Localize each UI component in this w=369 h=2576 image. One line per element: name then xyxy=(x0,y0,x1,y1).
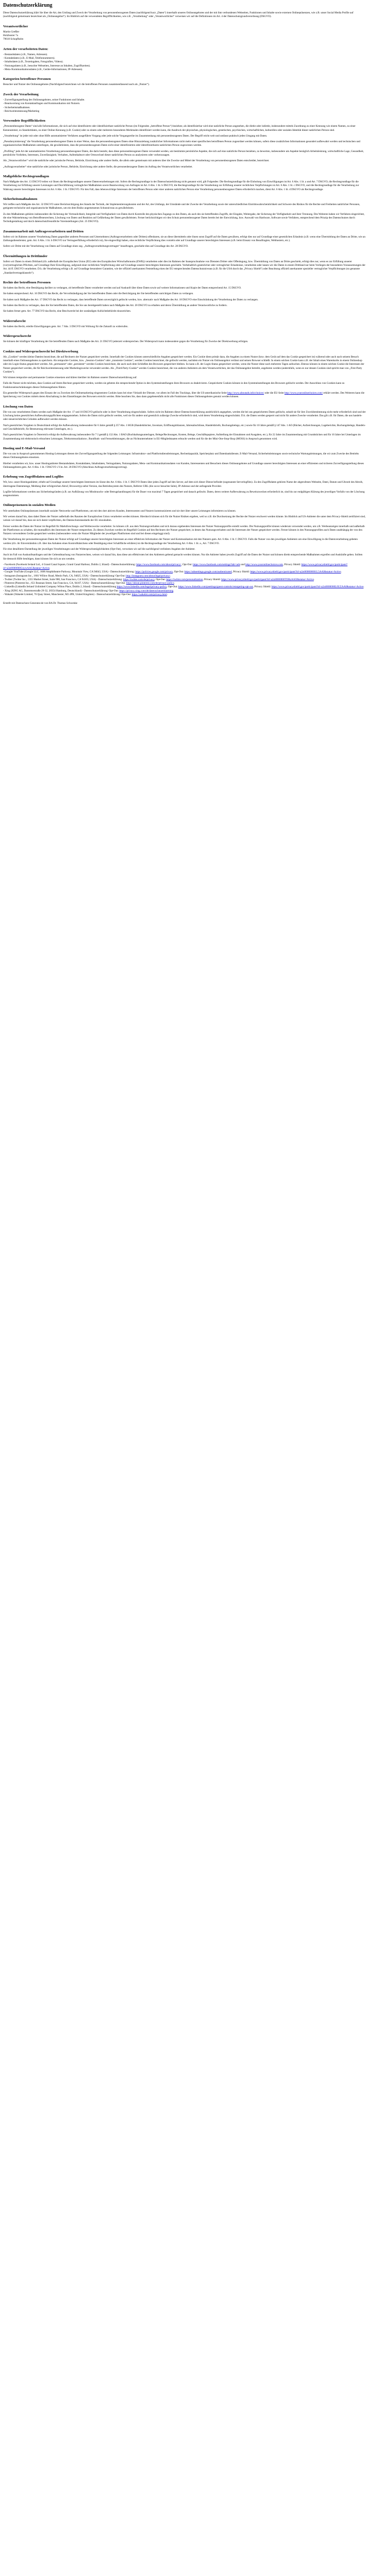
section-heading: Zweck der Verarbeitung xyxy=(3,92,39,96)
section-paragraph: Sie haben das Recht zu verlangen, dass die Sie betreffenden Daten, die Sie uns bereitgestellt haben nach Maßgabe des Art. 20 DSGVO zu erhalten und deren Übermittlung an andere Verantwortliche zu fordern. xyxy=(3,304,227,307)
section-lines xyxy=(3,98,366,113)
policy-section xyxy=(3,404,366,441)
external-link[interactable]: https://www.linkedin.com/legal/privacy-policy xyxy=(116,585,167,589)
section-line: - Sicherheitsmaßnahmen. xyxy=(3,106,30,109)
policy-section xyxy=(3,280,366,314)
external-link[interactable]: https://www.privacyshield.gov/participant?id=a2zt0000000GnywAAC&status=Active xyxy=(3,563,348,570)
section-heading: Kategorien betroffener Personen xyxy=(3,77,51,81)
section-paragraph: Wir, bzw. unser Hostinganbieter, erhebt auf Grundlage unserer berechtigten Interessen im Sinne des Art. 6 Abs. 1 lit. f. DSGVO Daten über jeden Zugriff auf den Server, auf dem sich dieser Dienst befindet (sogenannte Serverlogfiles). Zu den Zugriffsdaten gehören Name der abgerufenen Webseite, Datei, Datum und Uhrzeit des Abrufs, übertragene Datenmenge, Meldung über erfolgreichen Abruf, Browsertyp nebst Version, das Betriebssystem des Nutzers, Referrer URL (die zuvor besuchte Seite), IP-Adresse und der anfragende Provider. xyxy=(3,481,363,488)
section-lines xyxy=(3,30,366,42)
section-line: - Instagram (Instagram Inc., 1601 Willow Road, Menlo Park, CA, 94025, USA) - Datenschutzerklärung/ Opt-Out: http://instagram.com/about/legal/privacy/. xyxy=(3,574,171,578)
section-paragraph: „Auftragsverarbeiter“ eine natürliche oder juristische Person, Behörde, Einrichtung oder andere Stelle, die personenbezogene Daten im Auftrag des Verantwortlichen verarbeitet. xyxy=(3,165,193,168)
section-line: 79618 Schopfheim xyxy=(3,38,24,41)
policy-section xyxy=(3,92,366,113)
section-line: - Zurverfügungstellung des Onlineangebotes, seiner Funktionen und Inhalte. xyxy=(3,98,85,101)
external-link[interactable]: https://www.privacyshield.gov/participant?id=a2zt0000000L0UZAA0&status=Active xyxy=(271,585,364,589)
section-heading: Rechte der betroffenen Personen xyxy=(3,280,51,284)
section-heading: Widerrufsrecht xyxy=(3,319,26,323)
section-lines xyxy=(3,563,366,597)
policy-section xyxy=(3,319,366,329)
section-line: - Kontaktdaten (z.B., E-Mail, Telefonnummern). xyxy=(3,57,55,60)
external-link[interactable]: https://about.pinterest.com/de/privacy-policy xyxy=(126,582,174,585)
section-line: - Nutzungsdaten (z.B., besuchte Webseiten, Interesse an Inhalten, Zugriffszeiten). xyxy=(3,64,91,67)
section-line: - Reichweitenmessung/Marketing xyxy=(3,109,40,113)
generator-credit: Erstellt mit Datenschutz-Generator.de von RA Dr. Thomas Schwenke xyxy=(3,602,78,605)
section-paragraph: Besucher und Nutzer des Onlineangebotes (Nachfolgend bezeichnen wir die betroffenen Personen zusammenfassend auch als „Nutzer“). xyxy=(3,83,150,87)
section-line: - Wakalet (Wakelet Limited, 76 Quay Street, Manchester, M3 4PR, United Kingdom) - Datenschutzerklärung/ Opt-Out: https://wakelet.com/privacy.html. xyxy=(3,593,168,597)
external-link[interactable]: https://privacy.xing.com/de/datenschutzerklaerung xyxy=(119,589,174,592)
section-paragraph: Sie haben das Recht, erteilte Einwilligungen gem. Art. 7 Abs. 3 DSGVO mit Wirkung für die Zukunft zu widerrufen. xyxy=(3,325,128,328)
section-paragraph: „Verarbeitung“ ist jeder mit oder ohne Hilfe automatisierter Verfahren ausgeführte Vorgang oder jede solche Vorgangsreihe im Zusammenhang mit personenbezogenen Daten. Der Begriff reicht weit und umfasst praktisch jeden Umgang mit Daten. xyxy=(3,134,267,138)
external-link[interactable]: http://www.aboutads.info/choices/ xyxy=(227,392,264,395)
section-heading: Übermittlungen in Drittländer xyxy=(3,254,48,258)
section-paragraph: Nach Maßgabe des Art. 13 DSGVO teilen wir Ihnen die Rechtsgrundlagen unserer Datenverarbeitungen mit. Sofern die Rechtsgrundlage in der Datenschutzerklärung nicht genannt wird, gilt Folgendes: Die Rechtsgrundlage für die Einholung von Einwilligungen ist Art. 6 Abs. 1 lit. a und Art. 7 DSGVO, die Rechtsgrundlage für die Verarbeitung zur Erfüllung unserer Leistungen und Durchführung vertraglicher Maßnahmen sowie Beantwortung von Anfragen ist Art. 6 Abs. 1 lit. b DSGVO, die Rechtsgrundlage für die Verarbeitung zur Erfüllung unserer rechtlichen Verpflichtungen ist Art. 6 Abs. 1 lit. c DSGVO, und die Rechtsgrundlage für die Verarbeitung zur Wahrung unserer berechtigten Interessen ist Art. 6 Abs. 1 lit. f DSGVO. Für den Fall, dass lebenswichtige Interessen der betroffenen Person oder einer anderen natürlichen Person eine Verarbeitung personenbezogener Daten erforderlich machen, dient Art. 6 Abs. 1 lit. d DSGVO als Rechtsgrundlage. xyxy=(3,180,359,191)
external-link[interactable]: https://www.privacyshield.gov/participant?id=a2zt0000000TORzAAO&status=Active xyxy=(221,578,314,581)
policy-section xyxy=(3,474,366,498)
external-link[interactable]: https://adssettings.google.com/authenticated xyxy=(184,570,232,574)
external-link[interactable]: http://instagram.com/about/legal/privacy/ xyxy=(126,574,171,578)
intro-paragraph: Diese Datenschutzerklärung klärt Sie über die Art, den Umfang und Zweck der Verarbeitung von personenbezogenen Daten (nachfolgend kurz „Daten“) innerhalb unseres Onlineangebotes und der mit ihm verbundenen Webseiten, Funktionen und Inhalte sowie externen Onlinepräsenzen, wie z.B. unser Social Media Profile auf (nachfolgend gemeinsam bezeichnet als „Onlineangebot“). Im Hinblick auf die verwendeten Begrifflichkeiten, wie z.B. „Verarbeitung“ oder „Verantwortlicher“ verweisen wir auf die Definitionen im Art. 4 der Datenschutzgrundverordnung (DSGVO). xyxy=(3,11,354,19)
section-line: - Twitter (Twitter Inc., 1355 Market Street, Suite 900, San Francisco, CA 94103, USA) - Datenschutzerklärung: https://twitter.com/de/privacy, Opt-Out: https://twitter.com/personalization, Privacy Shield: https://www.privacyshield.gov/participant?id=a2zt0000000TORzAAO&status=Active. xyxy=(3,578,315,581)
section-paragraph: Sofern wir Dritte mit der Verarbeitung von Daten auf Grundlage eines sog. „Auftragsverarbeitungsvertrages“ beauftragen, geschieht dies auf Grundlage des Art. 28 DSGVO. xyxy=(3,245,189,248)
external-link[interactable]: https://www.facebook.com/settings?tab=ads xyxy=(193,563,240,566)
section-paragraph: Wir unterhalten Onlinepräsenzen innerhalb sozialer Netzwerke und Plattformen, um mit den dort aktiven Kunden, Interessenten und Nutzern kommunizieren und sie dort über unsere Leistungen informieren zu können. xyxy=(3,509,236,513)
section-heading: Maßgebliche Rechtsgrundlagen xyxy=(3,174,49,178)
policy-section xyxy=(3,349,366,399)
section-paragraph: Nach gesetzlichen Vorgaben in Deutschland erfolgt die Aufbewahrung insbesondere für 6 Jahre gemäß § 257 Abs. 1 HGB (Handelsbücher, Inventare, Eröffnungsbilanzen, Jahresabschlüsse, Handelsbriefe, Buchungsbelege, etc.) sowie für 10 Jahre gemäß § 147 Abs. 1 AO (Bücher, Aufzeichnungen, Lageberichte, Buchungsbelege, Handels- und Geschäftsbriefe, für Besteuerung relevante Unterlagen, etc.). xyxy=(3,423,366,431)
external-link[interactable]: https://twitter.com/personalization xyxy=(166,578,203,581)
policy-section xyxy=(3,503,366,597)
external-link[interactable]: https://policies.google.com/privacy xyxy=(135,570,173,574)
section-line: - Pinterest (Pinterest Inc., 651 Brannan Street, San Francisco, CA, 94107, USA) - Datenschutzerklärung/ Opt-Out: https://about.pinterest.com/de/privacy-policy. xyxy=(3,582,175,585)
external-link[interactable]: https://wakelet.com/privacy.html xyxy=(131,593,167,597)
section-paragraph: Sie haben entsprechend. Art. 16 DSGVO das Recht, die Vervollständigung der Sie betreffenden Daten oder die Berichtigung der Sie betreffenden unrichtigen Daten zu verlangen. xyxy=(3,292,194,296)
section-paragraph: Als „Cookies“ werden kleine Dateien bezeichnet, die auf Rechnern der Nutzer gespeichert werden. Innerhalb der Cookies können unterschiedliche Angaben gespeichert werden. Ein Cookie dient primär dazu, die Angaben zu einem Nutzer (bzw. dem Gerät auf dem das Cookie gespeichert ist) während oder auch nach seinem Besuch innerhalb eines Onlineangebotes zu speichern. Als temporäre Cookies, bzw. „Session-Cookies“ oder „transiente Cookies“, werden Cookies bezeichnet, die gelöscht werden, nachdem ein Nutzer ein Onlineangebot verlässt und seinen Browser schließt. In einem solchen Cookie kann z.B. der Inhalt eines Warenkorbs in einem Onlineshop oder ein Login-Status gespeichert werden. Als „permanent“ oder „persistent“ werden Cookies bezeichnet, die auch nach dem Schließen des Browsers gespeichert bleiben. So kann z.B. der Login-Status gespeichert werden, wenn die Nutzer diese nach mehreren Tagen aufsuchen. Ebenso können in einem solchen Cookie die Interessen der Nutzer gespeichert werden, die für Reichweitenmessung oder Marketingzwecke verwendet werden. Als „Third-Party-Cookie“ werden Cookies bezeichnet, die von anderen Anbietern als dem Verantwortlichen, der das Onlineangebot betreibt, angeboten werden (andernfalls, wenn es nur dessen Cookies sind spricht man von „First-Party Cookies“). xyxy=(3,355,364,374)
section-heading: Verantwortlicher xyxy=(3,24,28,28)
section-paragraph: Sofern wir Daten in einem Drittland (d.h. außerhalb der Europäischen Union (EU) oder des Europäischen Wirtschaftsraums (EWR)) verarbeiten oder dies im Rahmen der Inanspruchnahme von Diensten Dritter oder Offenlegung, bzw. Übermittlung von Daten an Dritte geschieht, erfolgt dies nur, wenn es zur Erfüllung unserer (vor)vertraglichen Pflichten, auf Grundlage Ihrer Einwilligung, aufgrund einer rechtlichen Verpflichtung oder auf Grundlage unserer berechtigten Interessen geschieht. Vorbehaltlich gesetzlicher oder vertraglicher Erlaubnisse, verarbeiten oder lassen wir die Daten in einem Drittland nur beim Vorliegen der besonderen Voraussetzungen der Art. 44 ff. DSGVO verarbeiten. D.h. die Verarbeitung erfolgt z.B. auf Grundlage besonderer Garantien, wie der offiziell anerkannten Feststellung eines der EU entsprechenden Datenschutzniveaus (z.B. für die USA durch das „Privacy Shield“) oder Beachtung offiziell anerkannter spezieller vertraglicher Verpflichtungen (so genannte „Standardvertragsklauseln“). xyxy=(3,260,365,275)
section-paragraph: Ein genereller Widerspruch gegen den Einsatz der zu Zwecken des Onlinemarketing eingesetzten Cookies kann bei einer Vielzahl der Dienste, vor allem im Fall des Trackings, über die US-amerikanische Seite http://www.aboutads.info/choices/ oder die EU-Seite http://www.youronlinechoices.com/ erklärt werden. Des Weiteren kann die Speicherung von Cookies mittels deren Abschaltung in den Einstellungen des Browsers erreicht werden. Bitte beachten Sie, dass dann gegebenenfalls nicht alle Funktionen dieses Onlineangebotes genutzt werden können. xyxy=(3,392,365,399)
section-heading: Arten der verarbeiteten Daten: xyxy=(3,47,48,51)
section-paragraph: Hierbei verarbeiten wir, bzw. unser Hostinganbieter Bestandsdaten, Kontaktdaten, Inhaltsdaten, Vertragsdaten, Nutzungsdaten, Meta- und Kommunikationsdaten von Kunden, Interessenten und Besuchern dieses Onlineangebotes auf Grundlage unserer berechtigten Interessen an einer effizienten und sicheren Zurverfügungstellung dieses Onlineangebotes gem. Art. 6 Abs. 1 lit. f DSGVO i.V.m. Art. 28 DSGVO (Abschluss Auftragsverarbeitungsvertrag). xyxy=(3,462,364,469)
section-paragraph: Auch im Fall von Auskunftsanfragen und der Geltendmachung von Nutzerrechten, weisen wir darauf hin, dass diese am effektivsten bei den Anbietern geltend gemacht werden können. Nur die Anbieter haben jeweils Zugriff auf die Daten der Nutzer und können direkt entsprechende Maßnahmen ergreifen und Auskünfte geben. Sollten Sie dennoch Hilfe benötigen, dann können Sie sich an uns wenden. xyxy=(3,553,363,561)
external-link[interactable]: https://www.privacyshield.gov/participant?id=a2zt000000001L5AAI&status=Active xyxy=(250,570,341,574)
section-line: - Meta-/Kommunikationsdaten (z.B., Geräte-Informationen, IP-Adressen). xyxy=(3,67,83,71)
section-heading: Cookies und Widerspruchsrecht bei Direktwerbung xyxy=(3,349,78,353)
policy-section xyxy=(3,197,366,224)
section-heading: Onlinepräsenzen in sozialen Medien xyxy=(3,503,56,507)
section-paragraph: „Pseudonymisierung“ die Verarbeitung personenbezogener Daten in einer Weise, dass die personenbezogenen Daten ohne Hinzuziehung zusätzlicher Informationen nicht mehr einer spezifischen betroffenen Person zugeordnet werden können, sofern diese zusätzlichen Informationen gesondert aufbewahrt werden und technischen und organisatorischen Maßnahmen unterliegen, die gewährleisten, dass die personenbezogenen Daten nicht einer identifizierten oder identifizierbaren natürlichen Person zugewiesen werden. xyxy=(3,140,361,147)
section-paragraph: Wir treffen nach Maßgabe des Art. 32 DSGVO unter Berücksichtigung des Stands der Technik, der Implementierungskosten und der Art, des Umfangs, der Umstände und der Zwecke der Verarbeitung sowie der unterschiedlichen Eintrittswahrscheinlichkeit und Schwere des Risikos für die Rechte und Freiheiten natürlicher Personen, geeignete technische und organisatorische Maßnahmen, um ein dem Risiko angemessenes Schutzniveau zu gewährleisten. xyxy=(3,203,360,210)
section-heading: Widerspruchsrecht xyxy=(3,334,31,338)
section-paragraph: Logfile-Informationen werden aus Sicherheitsgründen (z.B. zur Aufklärung von Missbrauchs- oder Betrugshandlungen) für die Dauer von maximal 7 Tagen gespeichert und danach gelöscht. Daten, deren weitere Aufbewahrung zu Beweiszwecken erforderlich ist, sind bis zur endgültigen Klärung des jeweiligen Vorfalls von der Löschung ausgenommen. xyxy=(3,490,365,498)
section-paragraph: Die Verarbeitung der personenbezogenen Daten der Nutzer erfolgt auf Grundlage unserer berechtigten Interessen an einer effektiven Information der Nutzer und Kommunikation mit den Nutzern gem. Art. 6 Abs. 1 lit. f. DSGVO. Falls die Nutzer von den jeweiligen Anbietern um eine Einwilligung in die Datenverarbeitung gebeten werden (d.h. ihr Einverständnis z.B. über das Anhaken eines Kontrollkästchens oder Bestätigung einer Schaltfläche erklären) ist die Rechtsgrundlage der Verarbeitung Art. 6 Abs. 1 lit. a., Art. 7 DSGVO. xyxy=(3,538,358,545)
section-paragraph: Falls die Nutzer nicht möchten, dass Cookies auf ihrem Rechner gespeichert werden, werden sie gebeten die entsprechende Option in den Systemeinstellungen ihres Browsers zu deaktivieren. Gespeicherte Cookies können in den Systemeinstellungen des Browsers gelöscht werden. Der Ausschluss von Cookies kann zu Funktionseinschränkungen dieses Onlineangebotes führen. xyxy=(3,382,345,389)
section-heading: Erhebung von Zugriffsdaten und Logfiles xyxy=(3,475,64,479)
policy-section xyxy=(3,24,366,42)
policy-section xyxy=(3,446,366,469)
section-paragraph: Zu den Maßnahmen gehören insbesondere die Sicherung der Vertraulichkeit, Integrität und Verfügbarkeit von Daten durch Kontrolle des physischen Zugangs zu den Daten, als auch des sie betreffenden Zugriffs, der Eingabe, Weitergabe, der Sicherung der Verfügbarkeit und ihrer Trennung. Des Weiteren haben wir Verfahren eingerichtet, die eine Wahrnehmung von Betroffenenrechten, Löschung von Daten und Reaktion auf Gefährdung der Daten gewährleisten. Ferner berücksichtigen wir den Schutz personenbezogener Daten bereits bei der Entwicklung, bzw. Auswahl von Hardware, Software sowie Verfahren, entsprechend dem Prinzip des Datenschutzes durch Technikgestaltung und durch datenschutzfreundliche Voreinstellungen (Art. 25 DSGVO). xyxy=(3,212,365,224)
section-line: Holzboster 7a xyxy=(3,34,18,38)
section-lines xyxy=(3,53,366,72)
policy-section xyxy=(3,47,366,72)
section-line: - Beantwortung von Kontaktanfragen und Kommunikation mit Nutzern. xyxy=(3,102,80,106)
section-paragraph: Nach gesetzlichen Vorgaben in Österreich erfolgt die Aufbewahrung insbesondere für 7 J gemäß § 132 Abs. 1 BAO (Buchhaltungsunterlagen, Belege/Rechnungen, Konten, Belege, Geschäftspapiere, Aufstellung der Einnahmen und Ausgaben, etc.), für 22 Jahre im Zusammenhang mit Grundstücken und für 10 Jahre bei Unterlagen im Zusammenhang mit elektronisch erbrachten Leistungen, Telekommunikations-, Rundfunk- und Fernsehleistungen, die an Nichtunternehmer in EU-Mitgliedstaaten erbracht werden und für die der Mini-One-Stop-Shop (MOSS) in Anspruch genommen wird. xyxy=(3,433,361,440)
policy-section xyxy=(3,174,366,192)
section-paragraph: Wir weisen darauf hin, dass dabei Daten der Nutzer außerhalb des Raumes der Europäischen Union verarbeitet werden können. Hierdurch können sich für die Nutzer Risiken ergeben, weil so z.B. die Durchsetzung der Rechte der Nutzer erschwert werden könnte. Im Hinblick auf US-Anbieter die unter dem Privacy-Shield zertifiziert sind, weisen wir darauf hin, dass sie sich damit verpflichten, die Datenschutzstandards der EU einzuhalten. xyxy=(3,515,366,522)
page-title: Datenschutzerklärung xyxy=(3,3,53,8)
policy-section xyxy=(3,229,366,249)
policy-section xyxy=(3,118,366,169)
section-heading: Sicherheitsmaßnahmen xyxy=(3,197,38,201)
section-paragraph: Die von uns in Anspruch genommenen Hosting-Leistungen dienen der Zurverfügungstellung der folgenden Leistungen: Infrastruktur- und Plattformdienstleistungen, Rechenkapazität, Speicherplatz und Datenbankdienste, E-Mail-Versand, Sicherheitsleistungen sowie technische Wartungsleistungen, die wir zum Zwecke des Betriebs dieses Onlineangebotes einsetzen. xyxy=(3,452,359,460)
external-link[interactable]: http://www.youronlinechoices.com xyxy=(245,563,283,566)
section-line: - Xing (XING AG, Dammtorstraße 29-32, 20354 Hamburg, Deutschland) - Datenschutzerklärung/ Opt-Out: https://privacy.xing.com/de/datenschutzerklaerung. xyxy=(3,589,174,592)
privacy-policy-page xyxy=(0,0,369,629)
section-paragraph: Sie können der künftigen Verarbeitung der Sie betreffenden Daten nach Maßgabe des Art. 21 DSGVO jederzeit widersprechen. Der Widerspruch kann insbesondere gegen die Verarbeitung für Zwecke der Direktwerbung erfolgen. xyxy=(3,340,248,344)
section-paragraph: Sie haben ferner gem. Art. 77 DSGVO das Recht, eine Beschwerde bei der zuständigen Aufsichtsbehörde einzureichen. xyxy=(3,310,131,313)
policy-section xyxy=(3,77,366,87)
policy-section xyxy=(3,334,366,344)
section-paragraph: Als „Verantwortlicher“ wird die natürliche oder juristische Person, Behörde, Einrichtung oder andere Stelle, die allein oder gemeinsam mit anderen über die Zwecke und Mittel der Verarbeitung von personenbezogenen Daten entscheidet, bezeichnet. xyxy=(3,159,270,163)
section-line: - Inhaltsdaten (z.B., Texteingaben, Fotografien, Videos). xyxy=(3,60,63,64)
section-paragraph: Die von uns verarbeiteten Daten werden nach Maßgabe der Art. 17 und 18 DSGVO gelöscht oder in ihrer Verarbeitung eingeschränkt. Sofern nicht im Rahmen dieser Datenschutzerklärung ausdrücklich angegeben, werden die bei uns gespeicherten Daten gelöscht, sobald sie für ihre Zweckbestimmung nicht mehr erforderlich sind und der Löschung keine gesetzlichen Aufbewahrungspflichten entgegenstehen. Sofern die Daten nicht gelöscht werden, weil sie für andere und gesetzlich zulässige Zwecke erforderlich sind, wird deren Verarbeitung eingeschränkt. D.h. die Daten werden gesperrt und nicht für andere Zwecke verarbeitet. Das gilt z.B. für Daten, die aus handels- oder steuerrechtlichen Gründen aufbewahrt werden müssen. xyxy=(3,410,366,421)
section-paragraph: Sie haben das Recht, eine Bestätigung darüber zu verlangen, ob betreffende Daten verarbeitet werden und auf Auskunft über diese Daten sowie auf weitere Informationen und Kopie der Daten entsprechend Art. 15 DSGVO. xyxy=(3,286,242,290)
section-paragraph: Für eine detaillierte Darstellung der jeweiligen Verarbeitungen und der Widerspruchsmöglichkeiten (Opt-Out), verweisen wir auf die nachfolgend verlinkten Angaben der Anbieter. xyxy=(3,547,195,551)
section-heading: Zusammenarbeit mit Auftragsverarbeitern und Dritten xyxy=(3,229,84,233)
section-paragraph: Wir können temporäre und permanente Cookies einsetzen und klären hierüber im Rahmen unserer Datenschutzerklärung auf. xyxy=(3,376,138,380)
section-line: - LinkedIn (LinkedIn Ireland Unlimited Company Wilton Place, Dublin 2, Irland) - Datenschutzerklärung https://www.linkedin.com/legal/privacy-policy, Opt-Out: https://www.linkedin.com/psettings/guest-controls/retargeting-opt-out, Privacy Shield: https://www.privacyshield.gov/participant?id=a2zt0000000L0UZAA0&status=Active. xyxy=(3,585,364,589)
external-link[interactable]: http://www.youronlinechoices.com/ xyxy=(284,392,323,395)
section-heading: Hosting und E-Mail-Versand xyxy=(3,446,45,450)
section-line: - Google/ YouTube (Google LLC, 1600 Amphitheatre Parkway, Mountain View, CA 94043, USA) - Datenschutzerklärung: https://policies.google.com/privacy, Opt-Out: https://adssettings.google.com/authenticated, Privacy Shield: https://www.privacyshield.gov/participant?id=a2zt000000001L5AAI&status=Active. xyxy=(3,570,342,574)
section-heading: Löschung von Daten xyxy=(3,404,33,409)
section-line: Martin Greßler xyxy=(3,30,20,33)
section-line: - Bestandsdaten (z.B., Namen, Adressen). xyxy=(3,53,48,56)
external-link[interactable]: https://www.facebook.com/about/privacy/ xyxy=(136,563,181,566)
section-paragraph: „Personenbezogene Daten“ sind alle Informationen, die sich auf eine identifizierte oder identifizierbare natürliche Person (im Folgenden „betroffene Person“) beziehen; als identifizierbar wird eine natürliche Person angesehen, die direkt oder indirekt, insbesondere mittels Zuordnung zu einer Kennung wie einem Namen, zu einer Kennnummer, zu Standortdaten, zu einer Online-Kennung (z.B. Cookie) oder zu einem oder mehreren besonderen Merkmalen identifiziert werden kann, die Ausdruck der physischen, physiologischen, genetischen, psychischen, wirtschaftlichen, kulturellen oder sozialen Identität dieser natürlichen Person sind. xyxy=(3,125,356,132)
external-link[interactable]: https://www.linkedin.com/psettings/guest-controls/retargeting-opt-out xyxy=(178,585,253,589)
section-paragraph: Ferner werden die Daten der Nutzer im Regelfall für Marktforschungs- und Werbezwecke verarbeitet. So können z.B. aus dem Nutzungsverhalten und sich daraus ergebenden Interessen der Nutzer Nutzungsprofile erstellt werden. Die Nutzungsprofile können wiederum verwendet werden, um z.B. Werbeanzeigen innerhalb und außerhalb der Plattformen zu schalten, die mutmaßlich den Interessen der Nutzer entsprechen. Zu diesen Zwecken werden im Regelfall Cookies auf den Rechnern der Nutzer gespeichert, in denen das Nutzungsverhalten und die Interessen der Nutzer gespeichert werden. Ferner können in den Nutzungsprofilen auch Daten unabhängig der von den Nutzern verwendeten Geräte gespeichert werden (insbesondere wenn die Nutzer Mitglieder der jeweiligen Plattformen sind und bei diesen eingeloggt sind). xyxy=(3,524,365,536)
section-line: - Facebook (Facebook Ireland Ltd., 4 Grand Canal Square, Grand Canal Harbour, Dublin 2, Irland) - Datenschutzerklärung: https://www.facebook.com/about/privacy/, Opt-Out: https://www.facebook.com/settings?tab=ads und http://www.youronlinechoices.com, Privacy Shield: https://www.privacyshield.gov/participant?id=a2zt0000000GnywAAC&status=Active. xyxy=(3,563,348,570)
external-link[interactable]: https://twitter.com/de/privacy xyxy=(123,578,155,581)
section-heading: Verwendete Begrifflichkeiten xyxy=(3,119,45,123)
section-paragraph: Sie haben nach Maßgabe des Art. 17 DSGVO das Recht zu verlangen, dass betreffende Daten unverzüglich gelöscht werden, bzw. alternativ nach Maßgabe des Art. 18 DSGVO eine Einschränkung der Verarbeitung der Daten zu verlangen. xyxy=(3,298,259,301)
policy-section xyxy=(3,254,366,275)
section-paragraph: Sofern wir im Rahmen unserer Verarbeitung Daten gegenüber anderen Personen und Unternehmen (Auftragsverarbeitern oder Dritten) offenbaren, sie an diese übermitteln oder ihnen sonst Zugriff auf die Daten gewähren, erfolgt dies nur auf Grundlage einer gesetzlichen Erlaubnis (z.B. wenn eine Übermittlung der Daten an Dritte, wie an Zahlungsdienstleister, gem. Art. 6 Abs. 1 lit. b DSGVO zur Vertragserfüllung erforderlich ist), Sie eingewilligt haben, eine rechtliche Verpflichtung dies vorsieht oder auf Grundlage unserer berechtigten Interessen (z.B. beim Einsatz von Beauftragten, Webhostern, etc.). xyxy=(3,235,365,243)
sections-container xyxy=(3,24,366,597)
section-paragraph: „Profiling“ jede Art der automatisierten Verarbeitung personenbezogener Daten, die darin besteht, dass diese personenbezogenen Daten verwendet werden, um bestimmte persönliche Aspekte, die sich auf eine natürliche Person beziehen, zu bewerten, insbesondere um Aspekte bezüglich Arbeitsleistung, wirtschaftliche Lage, Gesundheit, persönliche Vorlieben, Interessen, Zuverlässigkeit, Verhalten, Aufenthaltsort oder Ortswechsel dieser natürlichen Person zu analysieren oder vorherzusagen. xyxy=(3,149,364,157)
